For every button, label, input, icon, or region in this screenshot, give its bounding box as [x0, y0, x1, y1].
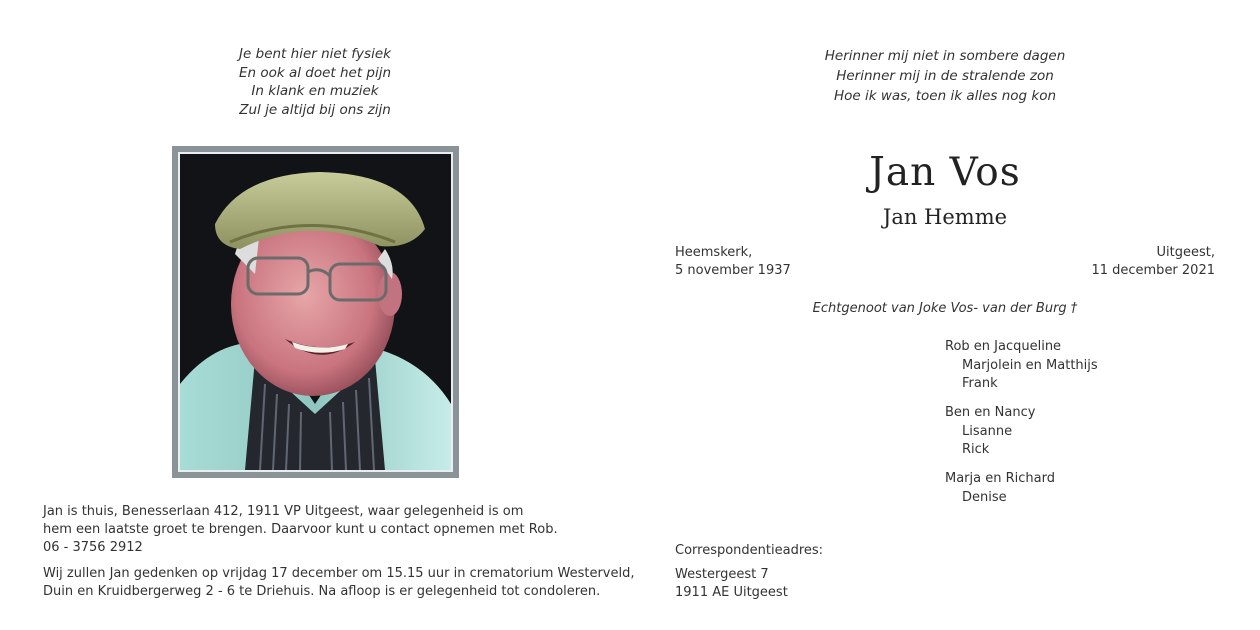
family-group — [945, 338, 1098, 394]
poem-line: Hoe ik was, toen ik alles nog kon — [833, 88, 1057, 104]
spouse-line: Echtgenoot van Joke Vos- van der Burg † — [812, 301, 1078, 316]
poem-line: En ook al doet het pijn — [238, 64, 392, 81]
visit-notice — [43, 503, 558, 557]
family-parents: Rob en Jacqueline — [945, 339, 1062, 354]
address-street: Westergeest 7 — [675, 567, 769, 582]
poem-line: In klank en muziek — [251, 83, 379, 99]
poem-line: Herinner mij in de stralende zon — [836, 68, 1054, 84]
notice-line: Wij zullen Jan gedenken op vrijdag 17 december om 15.15 uur in crematorium Westerveld, — [43, 566, 635, 581]
portrait-image — [178, 152, 453, 472]
birth-info — [675, 244, 791, 280]
notice-line: Duin en Kruidbergerweg 2 - 6 te Driehuis. Na afloop is er gelegenheid tot condoleren. — [43, 584, 601, 599]
service-notice — [43, 565, 635, 601]
death-date: 11 december 2021 — [1091, 263, 1215, 278]
birth-place: Heemskerk, — [675, 245, 753, 260]
family-group — [945, 470, 1055, 507]
address-city: 1911 AE Uitgeest — [675, 585, 788, 600]
birth-date: 5 november 1937 — [675, 263, 791, 278]
phone-number: 06 - 3756 2912 — [43, 540, 143, 555]
death-place: Uitgeest, — [1156, 245, 1215, 260]
family-child: Frank — [962, 376, 998, 391]
poem-line: Herinner mij niet in sombere dagen — [824, 48, 1066, 64]
family-child: Lisanne — [962, 423, 1013, 439]
poem-right — [780, 46, 1110, 106]
poem-left — [160, 45, 470, 119]
portrait-photo — [172, 146, 459, 478]
family-parents: Ben en Nancy — [945, 405, 1036, 420]
family-child: Rick — [962, 442, 990, 457]
poem-line: Zul je altijd bij ons zijn — [239, 101, 391, 118]
notice-line: Jan is thuis, Benesserlaan 412, 1911 VP Uitgeest, waar gelegenheid is om — [43, 504, 524, 519]
death-info — [1091, 244, 1215, 280]
deceased-full-name: Jan Hemme — [882, 205, 1008, 229]
family-child: Denise — [962, 489, 1007, 505]
poem-line: Je bent hier niet fysiek — [239, 46, 391, 62]
family-parents: Marja en Richard — [945, 471, 1055, 486]
notice-line: hem een laatste groet te brengen. Daarvoor kunt u contact opnemen met Rob. — [43, 522, 558, 537]
correspondence-label: Correspondentieadres: — [675, 543, 824, 558]
deceased-name: Jan Vos — [869, 150, 1021, 195]
family-child: Marjolein en Matthijs — [962, 357, 1098, 373]
correspondence-address — [675, 542, 823, 602]
family-group — [945, 404, 1035, 460]
